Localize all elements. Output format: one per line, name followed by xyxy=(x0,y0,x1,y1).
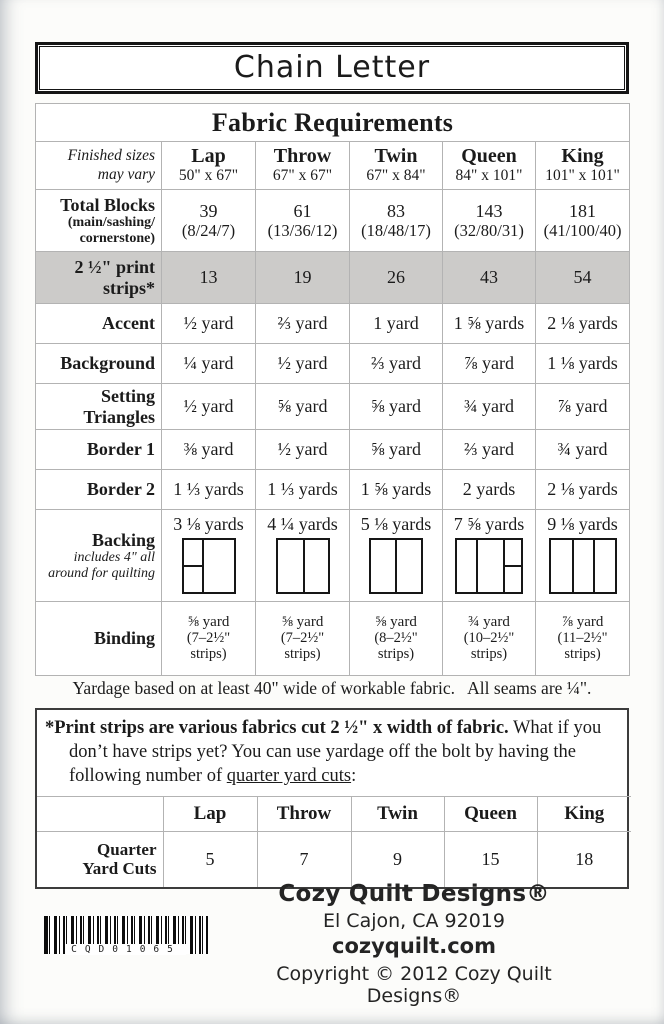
value-text: 13 xyxy=(199,266,218,287)
value-text: 9 ⅛ yards xyxy=(547,513,618,534)
row-sublabel-line: cornerstone) xyxy=(79,230,155,246)
value-cell xyxy=(162,384,256,430)
value-cell xyxy=(443,344,536,384)
value-cell xyxy=(162,304,256,344)
print-strips-note-bold: *Print strips are various fabrics cut 2 ½" x width of fabric. xyxy=(45,718,509,738)
backing-panel-top xyxy=(505,540,521,565)
quarter-value: 15 xyxy=(444,832,537,887)
backing-layout-diagram xyxy=(549,538,617,594)
finished-sizes-line: Finished sizes xyxy=(67,146,155,164)
value-cell xyxy=(536,252,630,304)
value-text: 1 ⅓ yards xyxy=(267,478,338,499)
quarter-column-king: King xyxy=(537,797,631,832)
value-text: 1 ⅛ yards xyxy=(547,352,618,373)
value-cell xyxy=(162,252,256,304)
value-cell xyxy=(536,190,630,252)
backing-panel xyxy=(551,540,573,592)
value-text: ⅞ yard xyxy=(561,613,604,630)
value-text: ⅝ yard xyxy=(371,438,421,459)
value-cell xyxy=(350,510,443,602)
fabric-row-2-print-strips xyxy=(36,252,630,304)
size-name: Throw xyxy=(273,145,332,168)
value-text: 1 ⅝ yards xyxy=(453,312,525,333)
value-text: 5 ⅛ yards xyxy=(360,513,432,534)
publisher-footer xyxy=(228,881,600,1007)
row-sublabel-line: around for quilting xyxy=(48,565,155,581)
value-subtext: (13/36/12) xyxy=(267,221,338,241)
fabric-row-setting-triangles xyxy=(36,384,630,430)
backing-layout-diagram xyxy=(182,538,236,594)
backing-panel xyxy=(202,540,234,592)
value-subtext: (41/100/40) xyxy=(543,221,622,241)
value-cell xyxy=(536,344,630,384)
value-cell xyxy=(162,602,256,676)
value-cell xyxy=(536,470,630,510)
value-cell xyxy=(256,384,350,430)
row-label xyxy=(36,602,162,676)
size-dimensions: 67" x 67" xyxy=(272,167,333,185)
yardage-footnote: Yardage based on at least 40" wide of workable fabric. All seams are ¼". xyxy=(72,678,592,698)
value-cell xyxy=(536,430,630,470)
value-cell xyxy=(162,190,256,252)
value-text: ¾ yard xyxy=(557,438,608,459)
print-strips-note-underlined: quarter yard cuts xyxy=(226,766,352,787)
quarter-row-label-line: Yard Cuts xyxy=(82,859,157,879)
row-label-text: Border 1 xyxy=(86,439,155,460)
size-dimensions: 84" x 101" xyxy=(455,167,523,185)
value-cell xyxy=(536,602,630,676)
row-label-text: Setting Triangles xyxy=(83,386,155,427)
row-sublabel-line: (main/sashing/ xyxy=(67,214,155,230)
value-cell xyxy=(443,190,536,252)
value-cell xyxy=(256,430,350,470)
value-text: ⅔ yard xyxy=(277,312,328,333)
value-text: 1 ⅝ yards xyxy=(360,478,432,499)
value-text: ⅔ yard xyxy=(371,352,421,373)
pattern-title-box xyxy=(35,42,629,94)
backing-layout-diagram xyxy=(276,538,330,594)
value-text: ⅝ yard xyxy=(281,613,324,630)
size-dimensions: 101" x 101" xyxy=(545,167,620,185)
backing-layout-diagram xyxy=(455,538,523,594)
value-text: 83 xyxy=(387,200,405,221)
quarter-column-queen: Queen xyxy=(444,797,537,832)
value-cell xyxy=(443,510,536,602)
fabric-row-border-1 xyxy=(36,430,630,470)
fabric-row-backing xyxy=(36,510,630,602)
value-text: 143 xyxy=(475,200,503,221)
value-text: 181 xyxy=(569,200,597,221)
fabric-row-accent xyxy=(36,304,630,344)
value-text: 54 xyxy=(573,266,592,287)
value-cell xyxy=(162,344,256,384)
row-label xyxy=(36,252,162,304)
value-cell xyxy=(162,470,256,510)
value-cell xyxy=(256,510,350,602)
quarter-header-row xyxy=(37,797,631,832)
value-text: ¾ yard xyxy=(468,613,510,630)
value-cell xyxy=(443,384,536,430)
value-text: 19 xyxy=(293,266,312,287)
value-cell xyxy=(443,602,536,676)
value-cell xyxy=(256,602,350,676)
value-text: 39 xyxy=(199,200,218,221)
row-label xyxy=(36,430,162,470)
row-label-text: Accent xyxy=(102,313,155,334)
value-text: 26 xyxy=(387,266,405,287)
quarter-yard-cuts-table xyxy=(37,796,631,887)
value-text: ½ yard xyxy=(277,438,328,459)
quarter-row-label-line: Quarter xyxy=(97,839,157,859)
finished-sizes-note xyxy=(36,142,162,190)
value-text: ⅔ yard xyxy=(464,438,514,459)
value-text: 61 xyxy=(293,200,312,221)
value-cell xyxy=(256,344,350,384)
row-label-text: Background xyxy=(60,353,155,374)
barcode-text: CQD01065 xyxy=(66,944,186,955)
quarter-value: 9 xyxy=(351,832,444,887)
value-cell xyxy=(443,304,536,344)
value-cell xyxy=(536,304,630,344)
backing-panel xyxy=(593,540,614,592)
backing-panel-top xyxy=(184,540,202,565)
backing-panel xyxy=(457,540,476,592)
row-label-text: Total Blocks xyxy=(60,194,155,215)
value-cell xyxy=(162,430,256,470)
fabric-requirements-table xyxy=(35,103,630,676)
publisher-name: Cozy Quilt Designs® xyxy=(278,881,550,907)
value-text: ⅞ yard xyxy=(464,352,514,373)
value-text: ½ yard xyxy=(277,352,328,373)
quarter-column-lap: Lap xyxy=(163,797,257,832)
value-cell xyxy=(256,190,350,252)
value-text: ⅝ yard xyxy=(277,395,328,416)
value-subtext: (11–2½" strips) xyxy=(557,630,608,663)
quarter-value: 5 xyxy=(163,832,257,887)
value-cell xyxy=(350,344,443,384)
row-label-text: Backing xyxy=(91,529,155,550)
column-header-lap xyxy=(162,142,256,190)
fabric-row-border-2 xyxy=(36,470,630,510)
value-cell xyxy=(536,384,630,430)
pattern-title: Chain Letter xyxy=(39,46,625,90)
value-text: 1 ⅓ yards xyxy=(173,478,244,499)
value-cell xyxy=(256,470,350,510)
print-strips-note-box xyxy=(35,708,629,889)
print-strips-note-tail: : xyxy=(351,766,357,787)
value-cell xyxy=(350,430,443,470)
value-text: ⅞ yard xyxy=(557,395,608,416)
fabric-table-heading: Fabric Requirements xyxy=(36,104,630,142)
value-text: 43 xyxy=(480,266,498,287)
row-label xyxy=(36,470,162,510)
value-cell xyxy=(443,430,536,470)
column-header-king xyxy=(536,142,630,190)
value-cell xyxy=(443,470,536,510)
value-text: ¼ yard xyxy=(183,352,234,373)
value-text: 3 ⅛ yards xyxy=(173,513,244,534)
barcode xyxy=(44,916,208,955)
row-label-text: 2 ½" print strips* xyxy=(74,257,155,298)
size-dimensions: 50" x 67" xyxy=(178,167,239,185)
row-label xyxy=(36,190,162,252)
value-text: 1 yard xyxy=(373,312,419,333)
value-text: 2 ⅛ yards xyxy=(547,312,618,333)
fabric-row-total-blocks xyxy=(36,190,630,252)
value-cell xyxy=(350,190,443,252)
quarter-value: 7 xyxy=(257,832,351,887)
backing-panel-bottom xyxy=(505,565,521,592)
publisher-website: cozyquilt.com xyxy=(332,934,496,958)
backing-panel xyxy=(572,540,593,592)
value-text: ½ yard xyxy=(183,395,234,416)
value-text: ⅜ yard xyxy=(183,438,234,459)
value-cell xyxy=(350,304,443,344)
column-header-twin xyxy=(350,142,443,190)
backing-panel xyxy=(303,540,328,592)
row-label xyxy=(36,344,162,384)
column-header-throw xyxy=(256,142,350,190)
row-sublabel-line: includes 4" all xyxy=(73,549,155,565)
size-name: Queen xyxy=(461,145,517,168)
quarter-row-label xyxy=(37,832,163,887)
print-strips-note xyxy=(37,710,627,796)
value-cell xyxy=(443,252,536,304)
value-text: ⅝ yard xyxy=(187,613,230,630)
size-dimensions: 67" x 84" xyxy=(366,167,426,185)
value-text: 4 ¼ yards xyxy=(267,513,338,534)
value-cell xyxy=(162,510,256,602)
backing-panel xyxy=(371,540,395,592)
value-cell xyxy=(256,304,350,344)
value-subtext: (18/48/17) xyxy=(361,221,431,241)
value-text: 7 ⅝ yards xyxy=(453,513,525,534)
value-text: ½ yard xyxy=(183,312,234,333)
value-text: ⅝ yard xyxy=(371,395,421,416)
row-label-text: Binding xyxy=(93,628,155,649)
value-subtext: (8/24/7) xyxy=(181,221,236,241)
print-strips-note-normal: What if you don’t have strips yet? You can use yardage off the bolt by having the following number of xyxy=(69,718,602,787)
finished-sizes-line: may vary xyxy=(97,165,155,183)
publisher-address: El Cajon, CA 92019 xyxy=(322,910,505,932)
backing-panel xyxy=(503,540,521,592)
value-subtext: (8–2½" strips) xyxy=(374,630,418,663)
row-label-text: Border 2 xyxy=(86,479,155,500)
quarter-column-twin: Twin xyxy=(351,797,444,832)
value-subtext: (7–2½" strips) xyxy=(280,630,325,663)
value-text: 2 ⅛ yards xyxy=(547,478,618,499)
copyright-line: Copyright © 2012 Cozy Quilt Designs® xyxy=(276,963,552,1007)
value-subtext: (7–2½" strips) xyxy=(186,630,231,663)
column-header-queen xyxy=(443,142,536,190)
backing-panel-bottom xyxy=(184,565,202,592)
value-subtext: (32/80/31) xyxy=(454,221,524,241)
quarter-column-throw: Throw xyxy=(257,797,351,832)
value-cell xyxy=(350,384,443,430)
quarter-values-row xyxy=(37,832,631,887)
value-text: ⅝ yard xyxy=(375,613,417,630)
value-cell xyxy=(350,470,443,510)
size-name: Twin xyxy=(374,145,418,168)
value-cell xyxy=(536,510,630,602)
backing-panel xyxy=(395,540,422,592)
value-cell xyxy=(350,252,443,304)
backing-panel xyxy=(278,540,303,592)
backing-layout-diagram xyxy=(369,538,423,594)
fabric-heading-row xyxy=(36,104,630,142)
size-name: King xyxy=(561,145,604,168)
value-cell xyxy=(350,602,443,676)
backing-panel xyxy=(184,540,202,592)
fabric-row-binding xyxy=(36,602,630,676)
quarter-corner-cell xyxy=(37,797,163,832)
backing-panel xyxy=(476,540,503,592)
fabric-row-background xyxy=(36,344,630,384)
row-label xyxy=(36,510,162,602)
fabric-column-header-row xyxy=(36,142,630,190)
value-cell xyxy=(256,252,350,304)
value-text: 2 yards xyxy=(462,478,516,499)
value-subtext: (10–2½" strips) xyxy=(463,630,515,663)
row-label xyxy=(36,384,162,430)
row-label xyxy=(36,304,162,344)
quarter-value: 18 xyxy=(537,832,631,887)
value-text: ¾ yard xyxy=(464,395,514,416)
size-name: Lap xyxy=(191,145,226,168)
